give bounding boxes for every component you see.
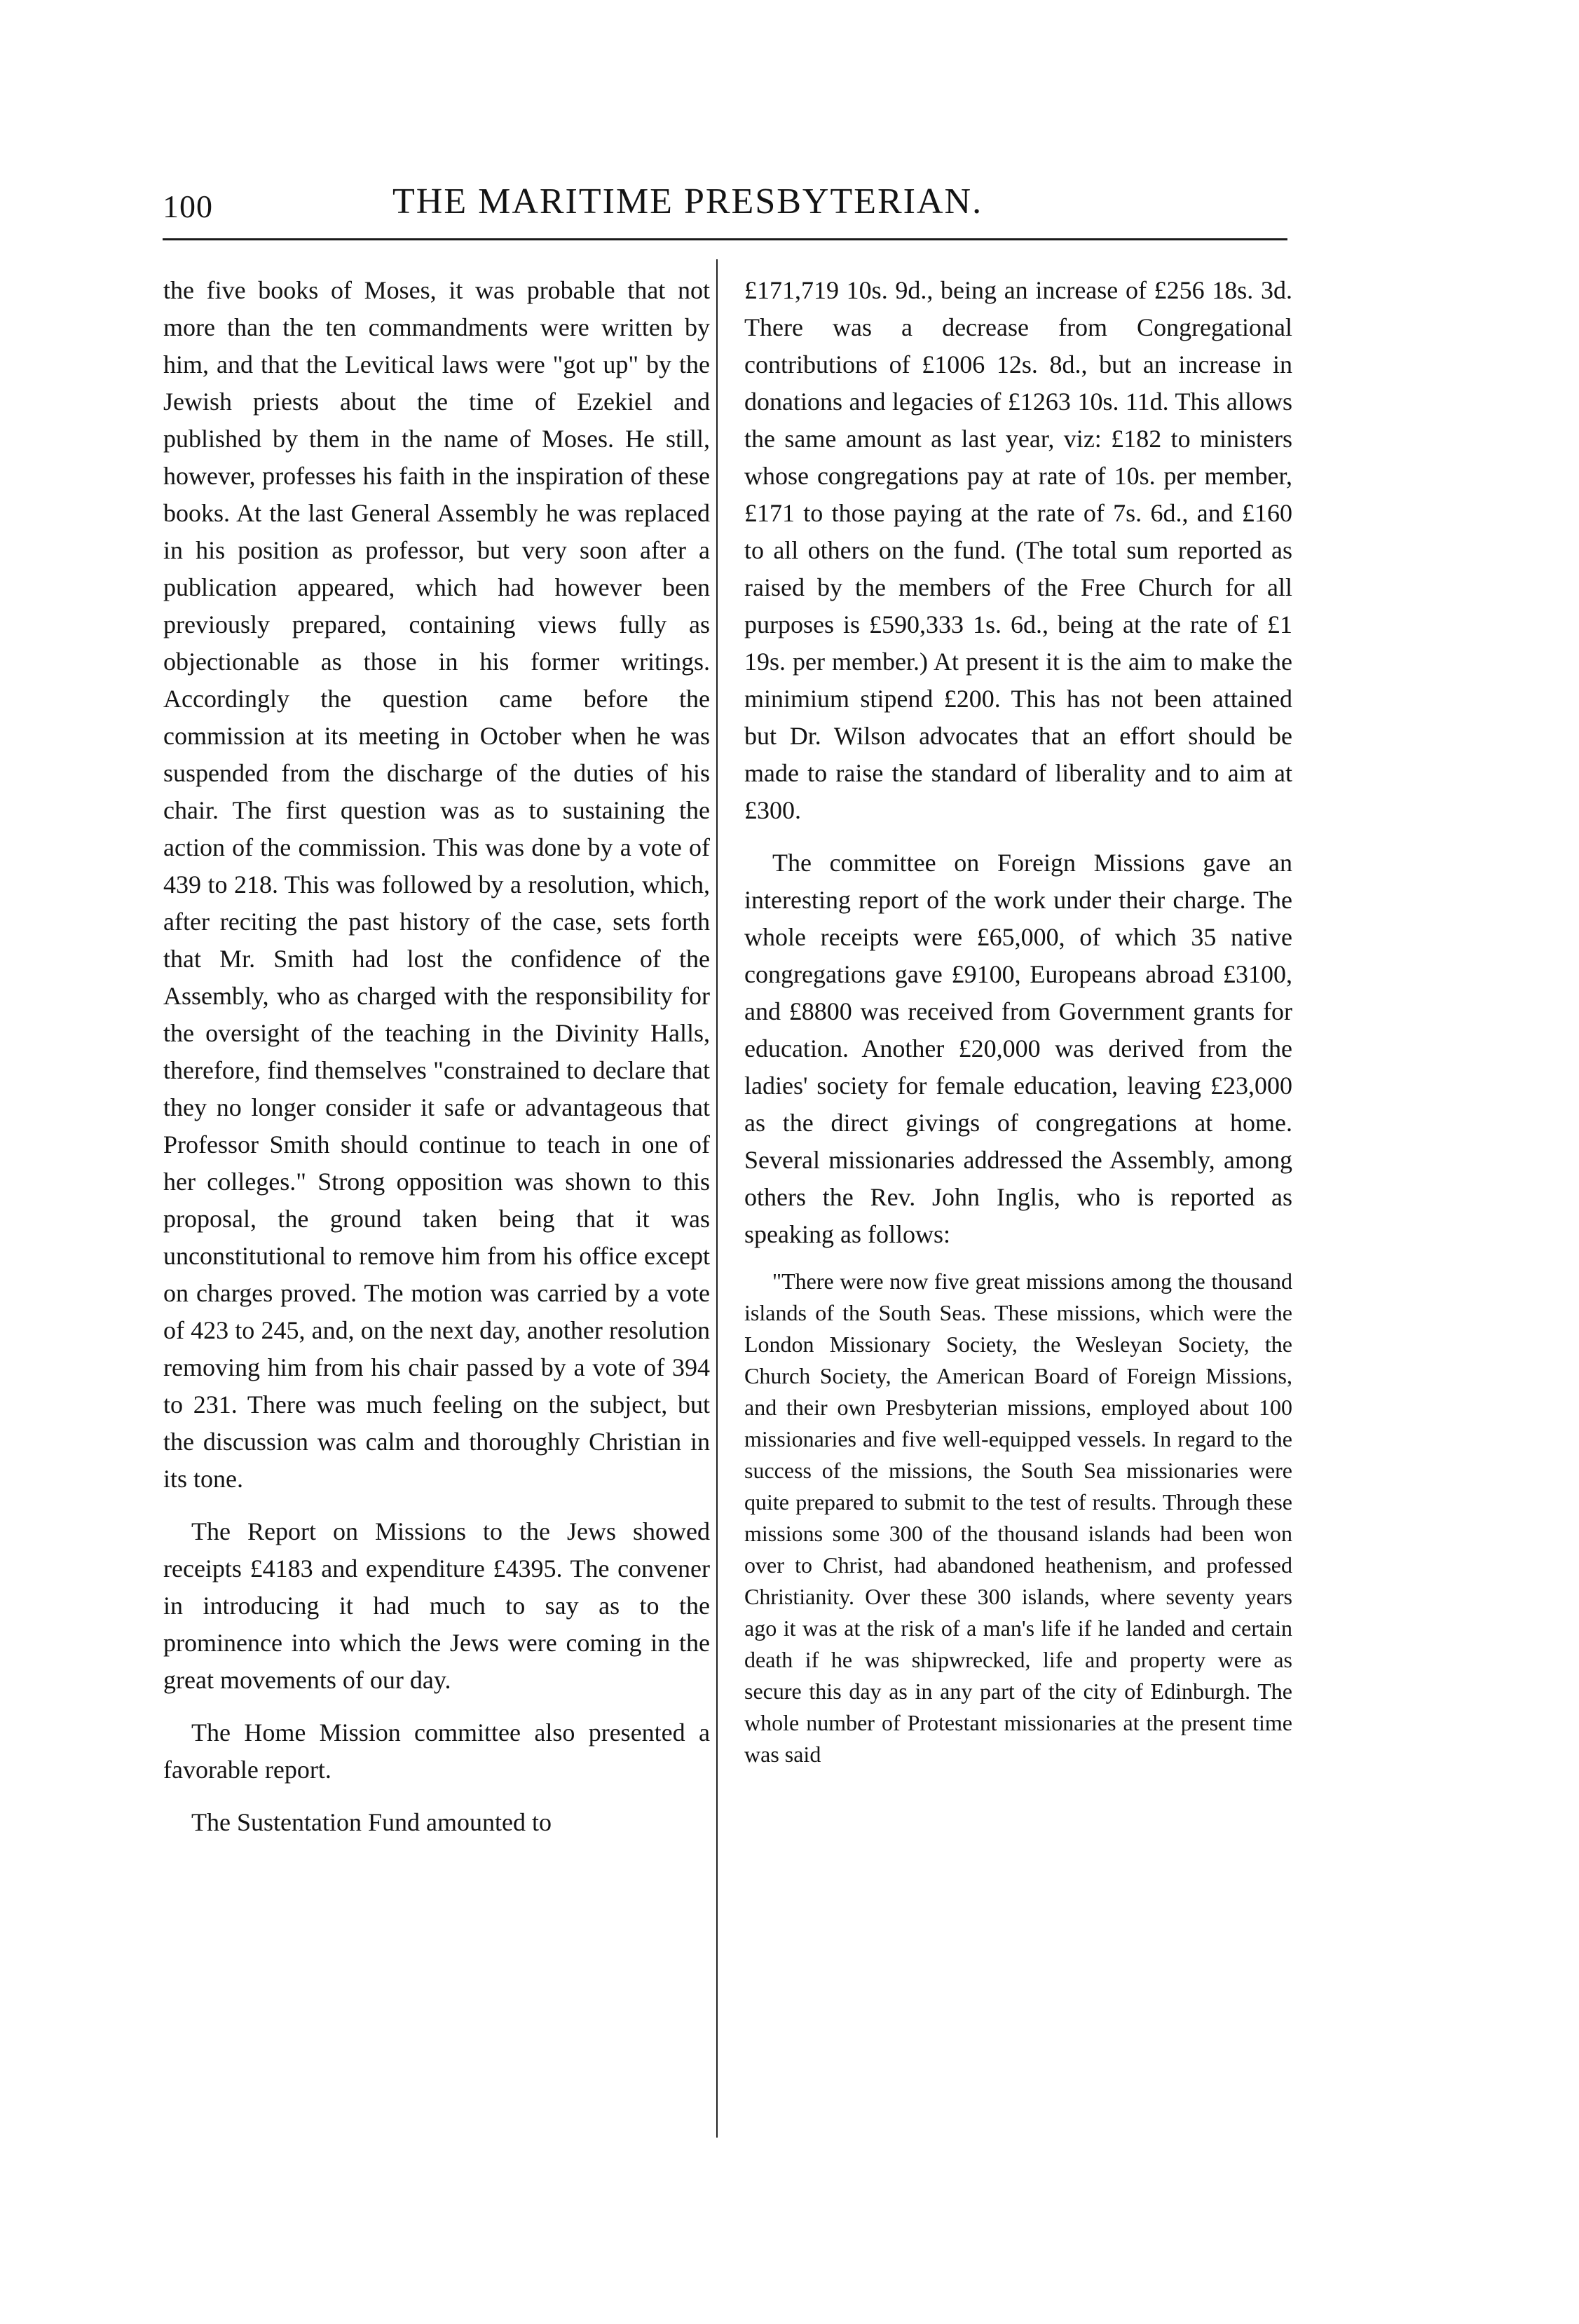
header-rule xyxy=(163,238,1287,240)
left-column xyxy=(163,272,710,1841)
right-column xyxy=(744,272,1292,1770)
paragraph-smith-case: the five books of Moses, it was probable that not more than the ten commandments were written by him, and that the Levitical laws were "got up" by the Jewish priests about the time of Ezekiel and published by them in the name of Moses. He still, however, professes his faith in the inspiration of these books. At the last General Assembly he was replaced in his position as professor, but very soon after a publication appeared, which had however been previously prepared, containing views fully as objectionable as those in his former writings. Accordingly the question came before the commission at its meeting in October when he was suspended from the discharge of the duties of his chair. The first question was as to sustaining the action of the commission. This was done by a vote of 439 to 218. This was followed by a resolution, which, after reciting the past history of the case, sets forth that Mr. Smith had lost the confidence of the Assembly, who as charged with the responsibility for the oversight of the teaching in the Divinity Halls, therefore, find themselves "constrained to declare that they no longer consider it safe or advantageous that Professor Smith should continue to teach in one of her colleges." Strong opposition was shown to this proposal, the ground taken being that it was unconstitutional to remove him from his office except on charges proved. The motion was carried by a vote of 423 to 245, and, on the next day, another resolution removing him from his chair passed by a vote of 394 to 231. There was much feeling on the subject, but the discussion was calm and thoroughly Christian in its tone. xyxy=(163,276,710,1493)
paragraph-foreign-missions: The committee on Foreign Missions gave an interesting report of the work under their charge. The whole receipts were £65,000, of which 35 native congregations gave £9100, Europeans abroad £3100, and £8800 was received from Government grants for education. Another £20,000 was derived from the ladies' society for female education, leaving £23,000 as the direct givings of congregations at home. Several missionaries addressed the Assembly, among others the Rev. John Inglis, who is reported as speaking as follows: xyxy=(744,849,1292,1248)
column-divider xyxy=(716,259,718,2138)
paragraph-sustentation-start: The Sustentation Fund amounted to xyxy=(191,1808,552,1836)
page-number: 100 xyxy=(163,189,213,224)
paragraph-sustentation-continued: £171,719 10s. 9d., being an increase of £256 18s. 3d. There was a decrease from Congregational contributions of £1006 12s. 8d., but an increase in donations and legacies of £1263 10s. 11d. This allows the same amount as last year, viz: £182 to ministers whose congregations pay at rate of 10s. per member, £171 to those paying at the rate of 7s. 6d., and £160 to all others on the fund. (The total sum reported as raised by the members of the Free Church for all purposes is £590,333 1s. 6d., being at the rate of £1 19s. per member.) At present it is the aim to make the minimium stipend £200. This has not been attained but Dr. Wilson advocates that an effort should be made to raise the standard of liberality and to aim at £300. xyxy=(744,276,1292,824)
running-title: THE MARITIME PRESBYTERIAN. xyxy=(392,182,983,221)
paragraph-jews-missions: The Report on Missions to the Jews showed receipts £4183 and expenditure £4395. The convener in introducing it had much to say as to the prominence into which the Jews were coming in the great movements of our day. xyxy=(163,1517,710,1694)
paragraph-home-mission: The Home Mission committee also presented a favorable report. xyxy=(163,1718,710,1784)
inglis-quote: "There were now five great missions among the thousand islands of the South Seas. These missions, which were the London Missionary Society, the Wesleyan Society, the Church Society, the American Board of Foreign Missions, and their own Presbyterian missions, employed about 100 missionaries and five well-equipped vessels. In regard to the success of the missions, the South Sea missionaries were quite prepared to submit to the test of results. Through these missions some 300 of the thousand islands had been won over to Christ, had abandoned heathenism, and professed Christianity. Over these 300 islands, where seventy years ago it was at the risk of a man's life if he landed and certain death if he was shipwrecked, life and property were as secure this day as in any part of the city of Edinburgh. The whole number of Protestant missionaries at the present time was said xyxy=(744,1269,1292,1767)
